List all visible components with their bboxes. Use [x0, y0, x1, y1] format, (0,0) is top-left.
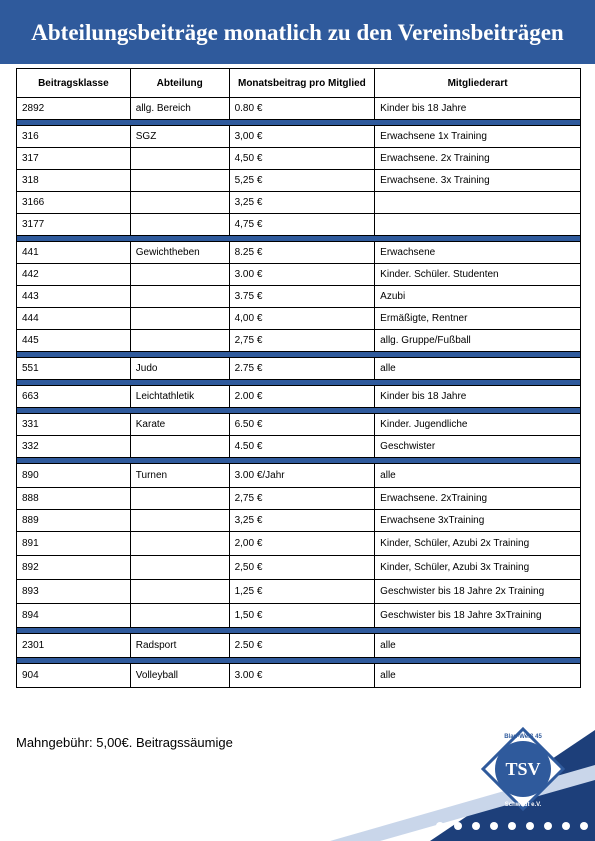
- table-row: [17, 148, 581, 170]
- table-cell: 3.00 €: [229, 664, 375, 688]
- table-cell: 551: [17, 358, 131, 380]
- table-cell: 441: [17, 242, 131, 264]
- table-cell: [130, 192, 229, 214]
- table-cell: 3,25 €: [229, 510, 375, 532]
- table-cell: Karate: [130, 414, 229, 436]
- sport-icon: [562, 822, 570, 830]
- table-row: [17, 556, 581, 580]
- table-cell: 1,25 €: [229, 580, 375, 604]
- table-cell: [130, 330, 229, 352]
- table-cell: [130, 170, 229, 192]
- table-cell: 316: [17, 126, 131, 148]
- table-cell: 4,75 €: [229, 214, 375, 236]
- table-cell: 8.25 €: [229, 242, 375, 264]
- table-cell: 893: [17, 580, 131, 604]
- table-cell: Geschwister bis 18 Jahre 3xTraining: [375, 604, 581, 628]
- table-cell: 663: [17, 386, 131, 408]
- corner-decoration: [0, 720, 595, 841]
- table-cell: [375, 214, 581, 236]
- table-cell: Kinder, Schüler, Azubi 3x Training: [375, 556, 581, 580]
- table-cell: [130, 556, 229, 580]
- table-row: [17, 286, 581, 308]
- table-cell: 445: [17, 330, 131, 352]
- table-cell: 2,75 €: [229, 330, 375, 352]
- table-cell: Erwachsene. 2xTraining: [375, 488, 581, 510]
- table-cell: Geschwister bis 18 Jahre 2x Training: [375, 580, 581, 604]
- table-row: [17, 604, 581, 628]
- table-row: [17, 510, 581, 532]
- table-cell: 2.50 €: [229, 634, 375, 658]
- table-cell: Geschwister: [375, 436, 581, 458]
- column-header: Monatsbeitrag pro Mitglied: [229, 69, 375, 98]
- table-row: [17, 532, 581, 556]
- sport-pictogram-row: [436, 822, 588, 830]
- table-cell: [130, 308, 229, 330]
- table-header-row: [17, 69, 581, 98]
- table-row: [17, 634, 581, 658]
- table-cell: [130, 604, 229, 628]
- table-cell: alle: [375, 464, 581, 488]
- table-cell: 442: [17, 264, 131, 286]
- table-cell: [130, 532, 229, 556]
- sport-icon: [472, 822, 480, 830]
- reminder-fee-note: Mahngebühr: 5,00€. Beitragssäumige: [16, 735, 233, 750]
- table-row: [17, 436, 581, 458]
- table-cell: 331: [17, 414, 131, 436]
- column-header: Abteilung: [130, 69, 229, 98]
- table-cell: 888: [17, 488, 131, 510]
- table-cell: 4,50 €: [229, 148, 375, 170]
- table-cell: 904: [17, 664, 131, 688]
- column-header: Beitragsklasse: [17, 69, 131, 98]
- table-cell: [130, 436, 229, 458]
- table-cell: allg. Gruppe/Fußball: [375, 330, 581, 352]
- table-cell: 318: [17, 170, 131, 192]
- sport-icon: [544, 822, 552, 830]
- table-cell: [130, 510, 229, 532]
- table-cell: 4.50 €: [229, 436, 375, 458]
- table-row: [17, 414, 581, 436]
- table-cell: 2.75 €: [229, 358, 375, 380]
- table-cell: Kinder. Jugendliche: [375, 414, 581, 436]
- table-cell: allg. Bereich: [130, 98, 229, 120]
- table-cell: [130, 580, 229, 604]
- table-cell: 3,00 €: [229, 126, 375, 148]
- table-cell: Ermäßigte, Rentner: [375, 308, 581, 330]
- table-cell: 890: [17, 464, 131, 488]
- sport-icon: [508, 822, 516, 830]
- table-body: [17, 98, 581, 688]
- table-cell: 3.75 €: [229, 286, 375, 308]
- logo-text-top: Blau-Weiß 45: [504, 734, 542, 740]
- table-cell: [130, 264, 229, 286]
- table-cell: Kinder bis 18 Jahre: [375, 98, 581, 120]
- table-cell: [130, 214, 229, 236]
- sport-icon: [580, 822, 588, 830]
- table-row: [17, 664, 581, 688]
- table-cell: 1,50 €: [229, 604, 375, 628]
- table-cell: 6.50 €: [229, 414, 375, 436]
- table-cell: Gewichtheben: [130, 242, 229, 264]
- table-cell: [130, 488, 229, 510]
- table-row: [17, 308, 581, 330]
- table-cell: Erwachsene 1x Training: [375, 126, 581, 148]
- page-header: [0, 0, 595, 64]
- table-cell: 332: [17, 436, 131, 458]
- table-cell: Judo: [130, 358, 229, 380]
- table-cell: 2,75 €: [229, 488, 375, 510]
- table-row: [17, 170, 581, 192]
- table-row: [17, 264, 581, 286]
- table-cell: 2301: [17, 634, 131, 658]
- table-row: [17, 126, 581, 148]
- table-row: [17, 330, 581, 352]
- page-title: Abteilungsbeiträge monatlich zu den Vereinsbeiträgen: [31, 20, 564, 45]
- table-cell: 2,50 €: [229, 556, 375, 580]
- table-cell: 2892: [17, 98, 131, 120]
- table-row: [17, 386, 581, 408]
- table-cell: [130, 286, 229, 308]
- table-cell: alle: [375, 664, 581, 688]
- table-cell: Kinder, Schüler, Azubi 2x Training: [375, 532, 581, 556]
- logo-text-bottom: Schwedt e.V.: [504, 802, 542, 808]
- sport-icon: [490, 822, 498, 830]
- table-row: [17, 192, 581, 214]
- table-row: [17, 242, 581, 264]
- table-cell: Leichtathletik: [130, 386, 229, 408]
- sport-icon: [526, 822, 534, 830]
- table-cell: Erwachsene. 3x Training: [375, 170, 581, 192]
- fee-table: [16, 68, 581, 688]
- table-row: [17, 464, 581, 488]
- table-row: [17, 580, 581, 604]
- table-cell: 443: [17, 286, 131, 308]
- table-cell: 891: [17, 532, 131, 556]
- table-cell: [130, 148, 229, 170]
- logo-monogram: TSV: [505, 759, 541, 779]
- table-cell: Radsport: [130, 634, 229, 658]
- table-cell: Erwachsene: [375, 242, 581, 264]
- table-cell: 3.00 €: [229, 264, 375, 286]
- table-cell: 5,25 €: [229, 170, 375, 192]
- table-cell: 0.80 €: [229, 98, 375, 120]
- table-row: [17, 358, 581, 380]
- table-cell: Volleyball: [130, 664, 229, 688]
- table-cell: Kinder. Schüler. Studenten: [375, 264, 581, 286]
- table-cell: 4,00 €: [229, 308, 375, 330]
- table-cell: Turnen: [130, 464, 229, 488]
- table-cell: 3166: [17, 192, 131, 214]
- table-cell: 894: [17, 604, 131, 628]
- table-cell: 892: [17, 556, 131, 580]
- table-cell: 2,00 €: [229, 532, 375, 556]
- table-cell: Erwachsene 3xTraining: [375, 510, 581, 532]
- table-cell: [375, 192, 581, 214]
- table-cell: 889: [17, 510, 131, 532]
- table-cell: 3.00 €/Jahr: [229, 464, 375, 488]
- table-cell: Kinder bis 18 Jahre: [375, 386, 581, 408]
- table-cell: SGZ: [130, 126, 229, 148]
- table-cell: Azubi: [375, 286, 581, 308]
- table-cell: alle: [375, 634, 581, 658]
- table-cell: alle: [375, 358, 581, 380]
- table-cell: 3,25 €: [229, 192, 375, 214]
- table-row: [17, 98, 581, 120]
- sport-icon: [454, 822, 462, 830]
- table-cell: 3177: [17, 214, 131, 236]
- table-cell: 2.00 €: [229, 386, 375, 408]
- table-cell: 444: [17, 308, 131, 330]
- column-header: Mitgliederart: [375, 69, 581, 98]
- table-cell: 317: [17, 148, 131, 170]
- table-row: [17, 488, 581, 510]
- table-cell: Erwachsene. 2x Training: [375, 148, 581, 170]
- sport-icon: [436, 822, 444, 830]
- table-row: [17, 214, 581, 236]
